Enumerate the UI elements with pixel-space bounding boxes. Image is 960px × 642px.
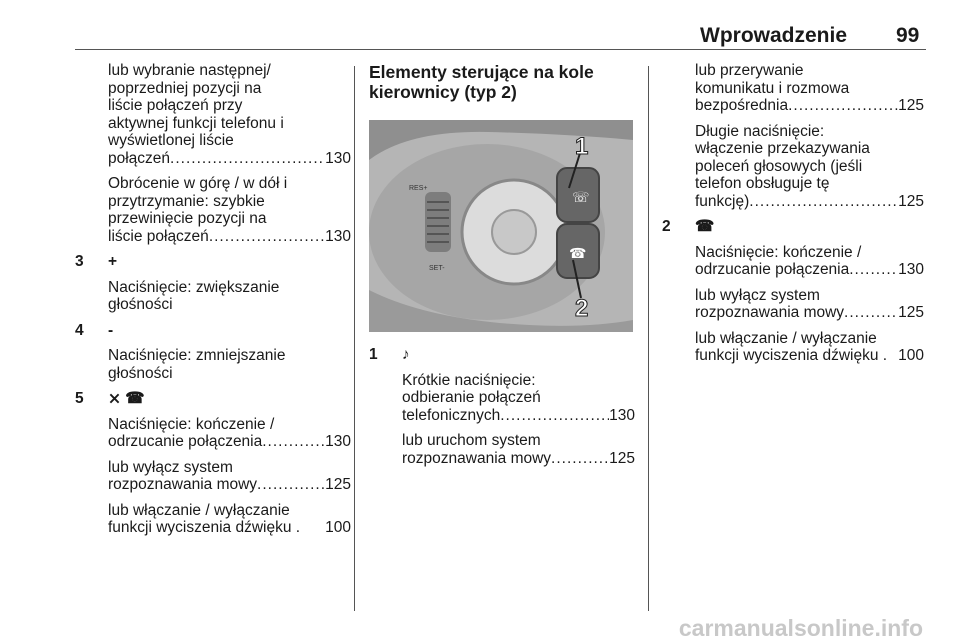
list-item-3: 3 + xyxy=(75,253,118,270)
page-ref[interactable]: odrzucanie połączenia ..... 130 xyxy=(695,261,924,279)
page-ref[interactable]: funkcji wyciszenia dźwięku . 100 xyxy=(108,519,351,536)
item-4-description: Naciśnięcie: zmniejszanie głośności xyxy=(108,347,286,382)
steering-wheel-figure xyxy=(369,120,633,332)
set-label: SET- xyxy=(429,265,445,272)
page-ref[interactable]: rozpoznawania mowy ..... 125 xyxy=(695,304,924,322)
res-label: RES+ xyxy=(409,185,428,192)
page-ref[interactable]: bezpośrednia ..... 125 xyxy=(695,97,924,115)
section-title: Elementy sterujące na kole kierownicy (typ 2) xyxy=(369,62,594,102)
page-ref[interactable]: liście połączeń ..... 130 xyxy=(108,228,351,246)
header-rule xyxy=(75,49,926,50)
item-5-description: Naciśnięcie: kończenie / odrzucanie połączenia ..... 130 xyxy=(75,416,351,451)
hangup-icon: ☎ xyxy=(695,218,715,235)
page-header-title: Wprowadzenie xyxy=(700,24,848,47)
page-ref[interactable]: telefonicznych ..... 130 xyxy=(402,407,635,425)
hangup-icon: ☎ xyxy=(569,246,587,262)
column-divider-1 xyxy=(354,66,355,611)
list-item-4: 4 - xyxy=(75,321,114,339)
column-2: Elementy sterujące na kole kierownicy (typ 2) RES+ SET- 1 2 ☏ ☎ 1 ♪ Krótkie naciśnięcie: odbieranie połączeń telefonicznych ..... 130 lub uruchom system rozpoznawania mowy ..... 125 xyxy=(369,62,635,475)
watermark: carmanualsonline.info xyxy=(678,615,923,641)
list-item-5: 5 ⨯ ☎ xyxy=(75,390,145,407)
list-item-1: 1 ♪ xyxy=(369,346,410,363)
minus-symbol: - xyxy=(108,321,114,339)
page-number: 99 xyxy=(896,24,920,47)
page-ref[interactable]: rozpoznawania mowy ..... 125 xyxy=(108,476,351,494)
list-item-2: 2 ☎ xyxy=(662,218,715,235)
callout-2: 2 xyxy=(575,295,589,322)
page-ref[interactable]: rozpoznawania mowy ..... 125 xyxy=(402,450,635,468)
plus-symbol: + xyxy=(108,253,118,270)
column-1: lub wybranie następnej/ poprzedniej pozycji na liście połączeń przy aktywnej funkcji telefonu i wyświetlonej liście połączeń ..... 130 Obrócenie w górę / w dół i przytrzymanie: szybkie przewinięcie pozycji na liście połączeń ..... 130 3 + Naciśnięcie: zwiększanie głośności 4 - Naciśnięcie: zmniejszanie głośności 5 ⨯ ☎ Naciśnięcie: kończenie / odrzucanie połączenia ..... 130 lub wyłącz system rozpoznawania mowy ..... 125 lub włączanie / wyłączanie funkcji wyciszenia dźwięku . 100 xyxy=(75,62,351,545)
page-ref[interactable]: funkcji wyciszenia dźwięku . 100 xyxy=(695,347,924,364)
column-3: lub przerywanie komunikatu i rozmowa bezpośrednia ..... 125 Długie naciśnięcie: włączenie przekazywania poleceń głosowych (jeśli telefon obsługuje tę funkcję) ..... 125 2 ☎ Naciśnięcie: kończenie / odrzucanie połączenia ..... 130 lub wyłącz system rozpoznawania mowy ..... 125 lub włączanie / wyłączanie funkcji wyciszenia dźwięku . 100 xyxy=(662,62,924,373)
continued-paragraph: lub wybranie następnej/ poprzedniej pozycji na liście połączeń przy aktywnej funkcji telefonu i wyświetlonej liście połączeń ..... 130 xyxy=(75,62,351,167)
page-ref[interactable]: odrzucanie połączenia ..... 130 xyxy=(108,433,351,451)
item-1-description: Krótkie naciśnięcie: odbieranie połączeń telefonicznych ..... 130 xyxy=(369,372,635,425)
column-divider-2 xyxy=(648,66,649,611)
page-ref[interactable]: funkcję) ..... 125 xyxy=(695,193,924,211)
callout-1: 1 xyxy=(575,133,589,160)
mute-hangup-icon: ⨯ ☎ xyxy=(108,390,145,407)
page-ref[interactable]: połączeń ..... 130 xyxy=(108,150,351,168)
voice-call-icon: ♪ xyxy=(402,346,410,363)
item-3-description: Naciśnięcie: zwiększanie głośności xyxy=(108,278,280,313)
scroll-paragraph: Obrócenie w górę / w dół i przytrzymanie: szybkie przewinięcie pozycji na liście połączeń ..... 130 xyxy=(75,175,351,245)
voice-call-icon: ☏ xyxy=(572,190,590,206)
steering-wheel-illustration xyxy=(369,120,633,332)
